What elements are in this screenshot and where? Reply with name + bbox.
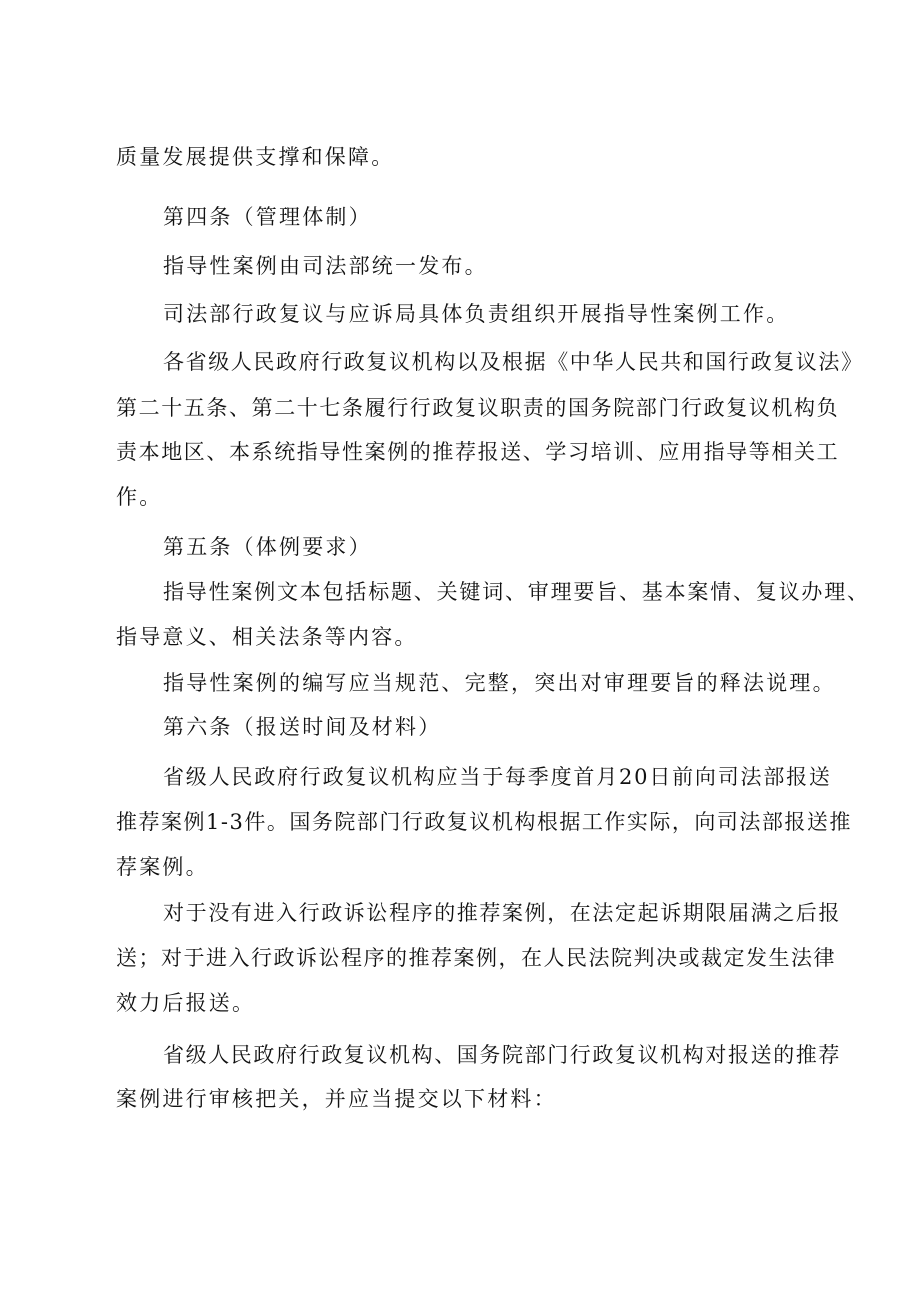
paragraph-line: 效力后报送。 [116, 991, 256, 1015]
paragraph-line: 省级人民政府行政复议机构、国务院部门行政复议机构对报送的推荐 [163, 1043, 841, 1067]
paragraph-line: 指导性案例由司法部统一发布。 [163, 254, 488, 278]
paragraph-line: 第二十五条、第二十七条履行行政复议职责的国务院部门行政复议机构负 [116, 396, 840, 420]
paragraph-line: 送；对于进入行政诉讼程序的推荐案例，在人民法院判决或裁定发生法律 [116, 946, 836, 970]
paragraph-line: 指导性案例文本包括标题、关键词、审理要旨、基本案情、复议办理、 [163, 580, 870, 604]
paragraph-line: 荐案例。 [116, 855, 209, 879]
article-heading-6: 第六条（报送时间及材料） [163, 715, 442, 739]
paragraph-line: 司法部行政复议与应诉局具体负责组织开展指导性案例工作。 [163, 302, 790, 326]
paragraph-line: 推荐案例1-3件。国务院部门行政复议机构根据工作实际，向司法部报送推 [116, 810, 852, 834]
paragraph-line: 指导意义、相关法条等内容。 [116, 625, 418, 649]
paragraph-line: 责本地区、本系统指导性案例的推荐报送、学习培训、应用指导等相关工 [116, 440, 840, 464]
paragraph-line: 指导性案例的编写应当规范、完整，突出对审理要旨的释法说理。 [163, 671, 836, 695]
paragraph-line: 案例进行审核把关，并应当提交以下材料： [116, 1087, 557, 1111]
paragraph-line: 省级人民政府行政复议机构应当于每季度首月20日前向司法部报送 [163, 765, 832, 789]
paragraph-line: 各省级人民政府行政复议机构以及根据《中华人民共和国行政复议法》 [163, 350, 864, 374]
paragraph-line: 质量发展提供支撑和保障。 [116, 145, 395, 169]
article-heading-5: 第五条（体例要求） [163, 535, 372, 559]
article-heading-4: 第四条（管理体制） [163, 205, 372, 229]
paragraph-line: 作。 [116, 485, 163, 509]
paragraph-line: 对于没有进入行政诉讼程序的推荐案例，在法定起诉期限届满之后报 [163, 901, 841, 925]
